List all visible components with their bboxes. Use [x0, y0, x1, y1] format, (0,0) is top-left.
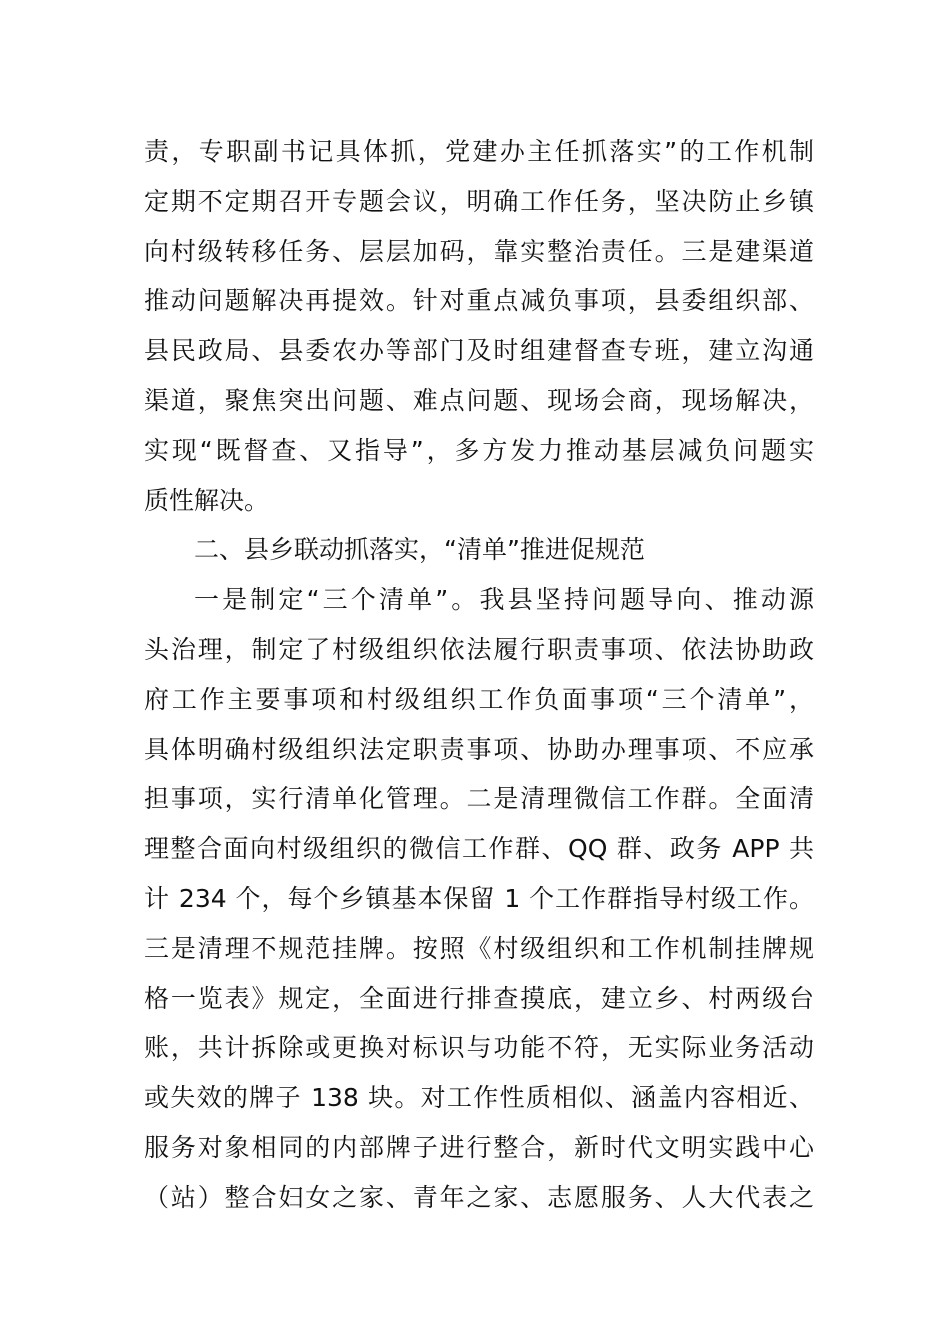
text-line: 县民政局、县委农办等部门及时组建督查专班，建立沟通 [144, 336, 814, 366]
text-line: 三是清理不规范挂牌。按照《村级组织和工作机制挂牌规 [144, 933, 814, 963]
text-line: 格一览表》规定，全面进行排查摸底，建立乡、村两级台 [144, 983, 814, 1013]
text-line: 定期不定期召开专题会议，明确工作任务，坚决防止乡镇 [144, 186, 814, 216]
text-line: 实现“既督查、又指导”，多方发力推动基层减负问题实 [144, 435, 814, 465]
body-text [144, 127, 814, 1223]
text-line: 计 234 个，每个乡镇基本保留 1 个工作群指导村级工作。 [144, 883, 814, 913]
text-line: 推动问题解决再提效。针对重点减负事项，县委组织部、 [144, 286, 814, 316]
text-line: 责，专职副书记具体抓，党建办主任抓落实”的工作机制 [144, 137, 814, 166]
text-line: 担事项，实行清单化管理。二是清理微信工作群。全面清 [144, 784, 814, 814]
text-line: 渠道，聚焦突出问题、难点问题、现场会商，现场解决， [144, 385, 814, 415]
text-line: 理整合面向村级组织的微信工作群、QQ 群、政务 APP 共 [144, 834, 814, 864]
section-heading: 二、县乡联动抓落实，“清单”推进促规范 [194, 535, 645, 565]
text-line: 一是制定“三个清单”。我县坚持问题导向、推动源 [194, 585, 814, 615]
text-line: 或失效的牌子 138 块。对工作性质相似、涵盖内容相近、 [144, 1083, 814, 1113]
text-line: 具体明确村级组织法定职责事项、协助办理事项、不应承 [144, 734, 814, 764]
text-line: （站）整合妇女之家、青年之家、志愿服务、人大代表之 [144, 1182, 814, 1212]
text-line: 头治理，制定了村级组织依法履行职责事项、依法协助政 [144, 634, 814, 664]
text-line: 质性解决。 [144, 485, 270, 515]
text-line: 向村级转移任务、层层加码，靠实整治责任。三是建渠道 [144, 236, 814, 266]
text-line: 府工作主要事项和村级组织工作负面事项“三个清单”， [144, 684, 814, 714]
text-line: 服务对象相同的内部牌子进行整合，新时代文明实践中心 [144, 1132, 814, 1162]
text-line: 账，共计拆除或更换对标识与功能不符，无实际业务活动 [144, 1033, 814, 1063]
